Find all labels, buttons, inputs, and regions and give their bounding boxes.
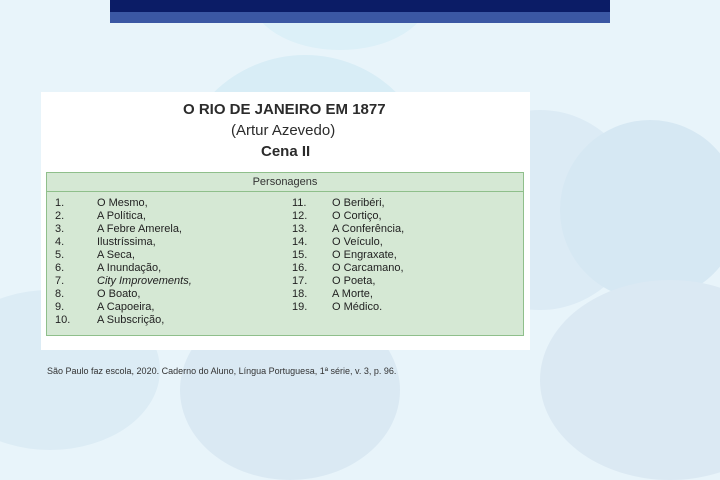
source-caption: São Paulo faz escola, 2020. Caderno do Aluno, Língua Portuguesa, 1ª série, v. 3, p. 96. — [47, 366, 397, 376]
item-number: 13. — [292, 223, 308, 235]
list-item-name: A Política, — [97, 210, 146, 222]
document-image — [41, 92, 530, 350]
list-item-name: O Carcamano, — [332, 262, 404, 274]
item-number: 18. — [292, 288, 308, 300]
item-number: 4. — [55, 236, 65, 248]
item-number: 2. — [55, 210, 65, 222]
header-bar-stripe — [110, 12, 610, 23]
document-title: O RIO DE JANEIRO EM 1877 — [183, 101, 386, 118]
item-number: 14. — [292, 236, 308, 248]
characters-table — [46, 172, 524, 336]
list-item-name: O Poeta, — [332, 275, 376, 287]
list-item-name: O Engraxate, — [332, 249, 397, 261]
item-number: 5. — [55, 249, 65, 261]
list-item-name: A Capoeira, — [97, 301, 155, 313]
list-item-name: O Beribéri, — [332, 197, 385, 209]
list-item-name: O Médico. — [332, 301, 383, 313]
item-number: 9. — [55, 301, 65, 313]
list-item-name: A Febre Amerela, — [97, 223, 182, 235]
list-item-name: O Boato, — [97, 288, 141, 300]
list-item-name: A Seca, — [97, 249, 135, 261]
list-item — [55, 197, 64, 209]
item-number: 11. — [292, 197, 307, 209]
document-author: (Artur Azevedo) — [231, 122, 336, 139]
item-number: 1. — [55, 197, 65, 209]
list-item-name: Ilustríssima, — [97, 236, 156, 248]
background-bubble — [540, 280, 720, 480]
item-number: 12. — [292, 210, 308, 222]
list-item-name: A Inundação, — [97, 262, 162, 274]
list-item-name: A Conferência, — [332, 223, 405, 235]
header-bar — [110, 0, 610, 12]
list-item-name: A Morte, — [332, 288, 373, 300]
list-item-name: O Veículo, — [332, 236, 383, 248]
item-number: 15. — [292, 249, 308, 261]
list-item-name: O Mesmo, — [97, 197, 148, 209]
item-number: 10. — [55, 314, 71, 326]
item-number: 3. — [55, 223, 65, 235]
item-number: 17. — [292, 275, 308, 287]
item-number: 8. — [55, 288, 65, 300]
item-number: 19. — [292, 301, 308, 313]
table-header: Personagens — [47, 173, 523, 192]
list-item-name: A Subscrição, — [97, 314, 165, 326]
list-item-name: O Cortiço, — [332, 210, 382, 222]
document-scene: Cena II — [261, 143, 311, 160]
item-number: 7. — [55, 275, 65, 287]
item-number: 16. — [292, 262, 308, 274]
item-number: 6. — [55, 262, 65, 274]
list-item-name: City Improvements, — [97, 275, 192, 287]
